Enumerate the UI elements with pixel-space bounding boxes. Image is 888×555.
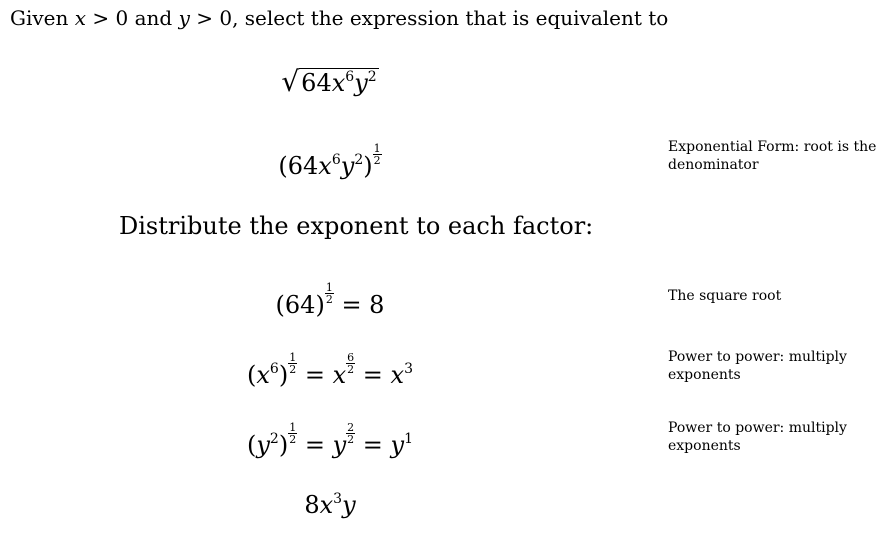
exp-y-exp: 2: [354, 152, 364, 168]
yp-res: y: [390, 431, 405, 459]
intro-cond-x: > 0: [86, 6, 129, 30]
distribute-heading: Distribute the exponent to each factor:: [119, 212, 594, 240]
exp-open: (: [278, 152, 288, 180]
yp-y-exp: 2: [269, 431, 279, 447]
exp-fraction: [373, 143, 382, 166]
xp-frac-num: 1: [289, 351, 297, 364]
yp-mid-num: 2: [347, 421, 355, 434]
yp-y: y: [256, 431, 270, 459]
sixty-four-base: (64): [275, 291, 325, 319]
radical-y: y: [354, 69, 368, 97]
exp-close: ): [363, 152, 373, 180]
note-power-y: Power to power: multiply exponents: [668, 420, 847, 454]
square-root-icon: √: [281, 65, 300, 98]
exp-y: y: [340, 152, 355, 180]
intro-var-x: x: [74, 6, 87, 30]
intro-and: and: [128, 6, 179, 30]
xp-eq2: =: [355, 361, 391, 389]
radicand: [299, 68, 379, 97]
radical-y-exp: 2: [367, 69, 377, 85]
exp-x: x: [318, 152, 332, 180]
radical-coef: 64: [301, 69, 332, 97]
x-power-step: [0, 352, 660, 390]
final-coef: 8: [304, 491, 320, 519]
sixty-four-fraction: [325, 282, 334, 305]
exp-coef: 64: [287, 152, 319, 180]
final-x-exp: 3: [333, 491, 343, 507]
xp-res-exp: 3: [404, 361, 413, 377]
intro-cond-y: > 0: [189, 6, 233, 30]
xp-fraction: [288, 352, 297, 375]
yp-mid: y: [332, 431, 347, 459]
yp-frac-num: 1: [289, 421, 297, 434]
xp-frac-den: 2: [289, 363, 297, 376]
radical-x: x: [331, 69, 346, 97]
intro-var-y: y: [178, 6, 190, 30]
yp-fraction: [288, 422, 297, 445]
note-power-x: Power to power: multiply exponents: [668, 349, 847, 383]
exp-frac-den: 2: [373, 154, 381, 167]
xp-eq1: =: [297, 361, 333, 389]
exp-x-exp: 6: [331, 152, 341, 168]
xp-x: x: [256, 361, 270, 389]
xp-mid-fraction: [346, 352, 355, 375]
intro-tail: , select the expression that is equivalent to: [232, 6, 669, 30]
yp-mid-den: 2: [347, 433, 355, 446]
intro-given: Given: [10, 6, 75, 30]
yp-close: ): [278, 431, 289, 459]
yp-eq1: =: [297, 431, 333, 459]
xp-res: x: [390, 361, 405, 389]
radical-x-exp: 6: [345, 69, 355, 85]
yp-res-exp: 1: [404, 431, 414, 447]
note-exponential-form: Exponential Form: root is the denominator: [668, 139, 877, 173]
final-y: y: [342, 491, 356, 519]
sixty-four-frac-num: 1: [325, 281, 333, 294]
radical-expression: [0, 67, 660, 98]
exponential-form-expression: [0, 143, 660, 181]
xp-mid-den: 2: [347, 363, 355, 376]
sixty-four-step: [0, 282, 660, 320]
xp-x-exp: 6: [269, 361, 279, 377]
xp-mid-num: 6: [347, 351, 355, 364]
final-answer: [0, 490, 660, 520]
yp-eq2: =: [355, 431, 391, 459]
xp-open: (: [247, 361, 257, 389]
final-x: x: [319, 491, 334, 519]
exp-frac-num: 1: [373, 142, 381, 155]
yp-frac-den: 2: [289, 433, 297, 446]
sixty-four-result: = 8: [333, 291, 385, 319]
xp-mid: x: [332, 361, 347, 389]
yp-open: (: [246, 431, 257, 459]
note-square-root: The square root: [668, 288, 782, 304]
yp-mid-fraction: [346, 422, 355, 445]
problem-statement: [10, 5, 668, 31]
y-power-step: [0, 422, 660, 460]
sixty-four-frac-den: 2: [325, 293, 333, 306]
xp-close: ): [278, 361, 289, 389]
